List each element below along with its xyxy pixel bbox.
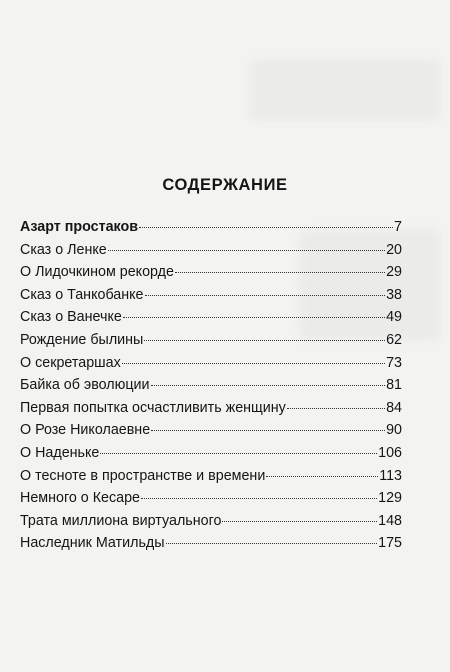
toc-entry-page-number: 81 — [386, 377, 402, 394]
toc-entry — [20, 397, 402, 420]
toc-entry-page-number: 113 — [379, 467, 402, 484]
toc-dot-leader — [151, 430, 385, 431]
toc-entry-page-number: 148 — [378, 512, 402, 529]
toc-entry — [20, 442, 402, 465]
toc-entry-title: Трата миллиона виртуального — [20, 512, 222, 529]
show-through-shading-top — [250, 60, 440, 120]
toc-entry — [20, 532, 402, 555]
toc-entry — [20, 487, 402, 510]
toc-entry-page-number: 7 — [394, 219, 402, 235]
toc-entry-title: О секретаршах — [20, 354, 121, 371]
toc-entry-page-number: 106 — [378, 444, 402, 461]
toc-entry-title: Немного о Кесаре — [20, 490, 140, 507]
toc-entry — [20, 329, 402, 352]
toc-dot-leader — [122, 363, 385, 364]
toc-dot-leader — [141, 498, 377, 499]
toc-dot-leader — [123, 317, 385, 318]
toc-dot-leader — [108, 250, 385, 251]
toc-entry — [20, 216, 402, 239]
table-of-contents — [20, 216, 402, 555]
toc-entry-page-number: 38 — [386, 286, 402, 303]
toc-entry — [20, 239, 402, 262]
toc-entry-page-number: 29 — [386, 264, 402, 281]
page-title: СОДЕРЖАНИЕ — [162, 176, 288, 194]
toc-dot-leader — [100, 453, 377, 454]
toc-entry — [20, 352, 402, 375]
toc-entry-title: О Розе Николаевне — [20, 422, 151, 439]
toc-entry-page-number: 90 — [386, 422, 402, 439]
toc-entry-page-number: 20 — [386, 241, 402, 258]
toc-entry-title: О тесноте в пространстве и времени — [20, 467, 266, 484]
toc-entry-title: Первая попытка осчастливить женщину — [20, 399, 286, 416]
toc-dot-leader — [266, 476, 378, 477]
toc-dot-leader — [145, 295, 386, 296]
toc-entry-title: Сказ о Танкобанке — [20, 286, 144, 303]
toc-entry-title: О Наденьке — [20, 444, 100, 461]
toc-dot-leader — [139, 227, 393, 228]
toc-entry-page-number: 129 — [378, 490, 402, 507]
toc-dot-leader — [151, 385, 386, 386]
toc-entry — [20, 419, 402, 442]
toc-entry — [20, 374, 402, 397]
toc-dot-leader — [222, 521, 377, 522]
toc-entry-page-number: 84 — [386, 399, 402, 416]
toc-entry-title: Сказ о Ванечке — [20, 309, 122, 326]
toc-entry — [20, 465, 402, 488]
toc-entry-title: О Лидочкином рекорде — [20, 264, 174, 281]
toc-dot-leader — [166, 543, 378, 544]
toc-entry — [20, 510, 402, 533]
toc-dot-leader — [144, 340, 385, 341]
toc-entry-title: Рождение былины — [20, 331, 144, 348]
toc-entry-title: Азарт простаков — [20, 219, 139, 235]
toc-entry — [20, 261, 402, 284]
toc-entry-page-number: 175 — [378, 535, 402, 552]
toc-dot-leader — [287, 408, 385, 409]
toc-entry-title: Байка об эволюции — [20, 377, 150, 394]
toc-entry-title: Наследник Матильды — [20, 535, 165, 552]
toc-entry-title: Сказ о Ленке — [20, 241, 107, 258]
toc-entry-page-number: 73 — [386, 354, 402, 371]
toc-dot-leader — [175, 272, 385, 273]
toc-entry-page-number: 62 — [386, 331, 402, 348]
toc-entry — [20, 284, 402, 307]
toc-entry-page-number: 49 — [386, 309, 402, 326]
toc-entry — [20, 306, 402, 329]
